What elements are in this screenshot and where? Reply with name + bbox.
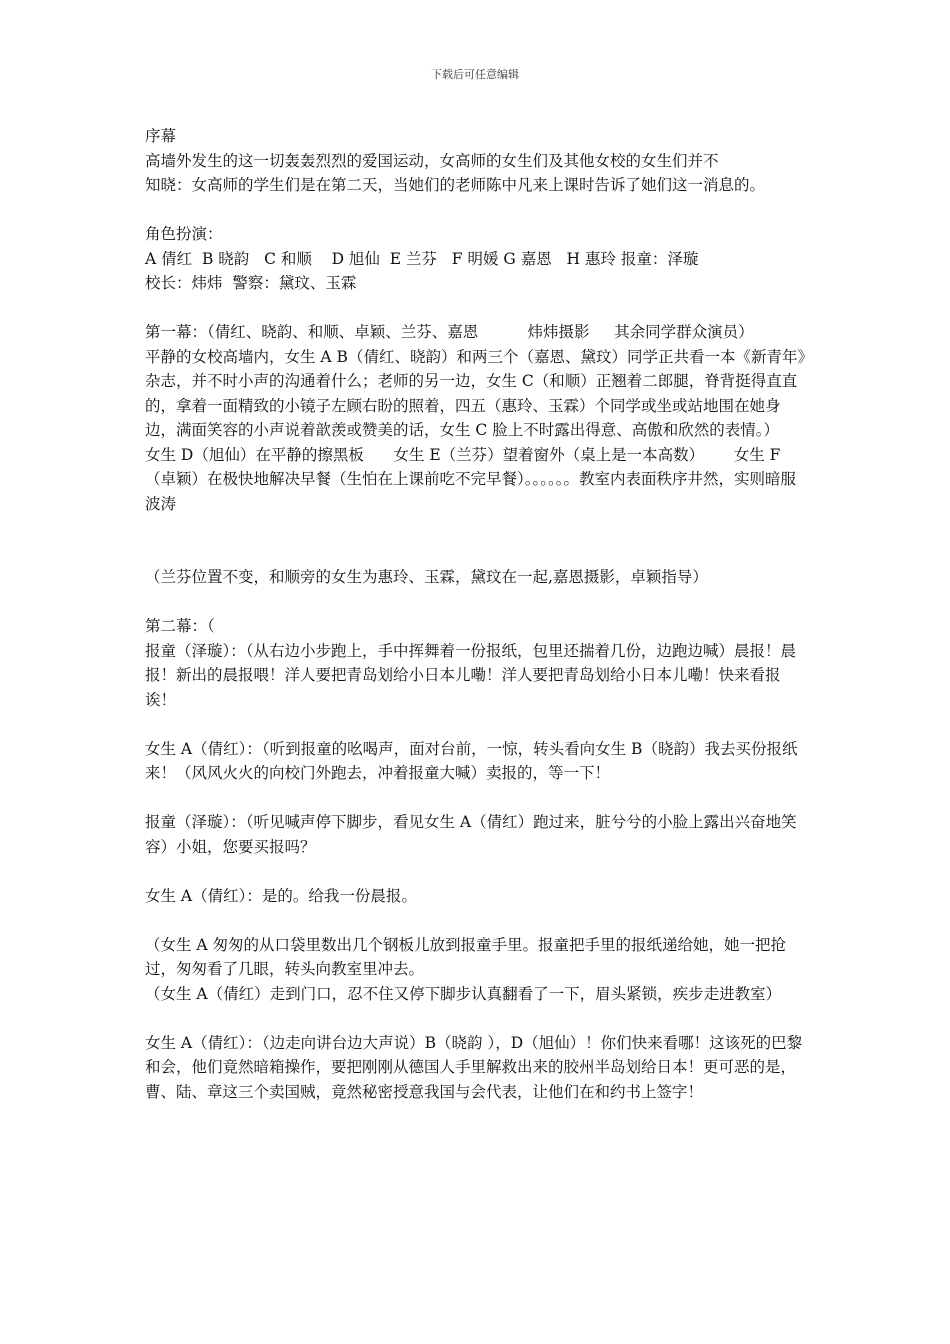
preface-paragraph-line-2: 知晓：女高师的学生们是在第二天，当她们的老师陈中凡来上课时告诉了她们这一消息的。 [145,176,766,194]
cast-staff-line: 校长：炜炜 警察：黛玟、玉霖 [145,274,357,292]
document-body [145,124,829,1104]
page-header-note: 下载后可任意编辑 [431,68,519,81]
act2-paragraph: 报童（泽璇）：（听见喊声停下脚步，看见女生 A（倩红）跑过来，脏兮兮的小脸上露出兴奋地笑容）小姐，您要买报吗？ [145,813,797,856]
cast-roles-line: A 倩红 B 晓韵 C 和顺 D 旭仙 E 兰芬 F 明媛 G 嘉恩 H 惠玲 报童：泽璇 [145,249,699,268]
act2-paragraph: （女生 A（倩红）走到门口，忍不住又停下脚步认真翻看了一下，眉头紧锁，疾步走进教室） [145,984,782,1003]
act2-paragraph: 女生 A（倩红）：（边走向讲台边大声说）B（晓韵 ），D（旭仙）！你们快来看哪！这该死的巴黎和会，他们竟然暗箱操作，要把刚刚从德国人手里解救出来的胶州半岛划给日本！更可恶的是，曹、陆、章这三个卖国贼，竟然秘密授意我国与会代表，让他们在和约书上签字！ [145,1033,803,1101]
spacer [145,590,811,615]
spacer [145,296,811,321]
spacer [145,859,811,884]
act2-paragraph: （女生 A 匆匆的从口袋里数出几个钢板儿放到报童手里。报童把手里的报纸递给她，她一把抢过，匆匆看了几眼，转头向教室里冲去。 [145,935,787,978]
cast-title: 角色扮演： [145,225,223,243]
act1-body: 平静的女校高墙内，女生 A B（倩红、晓韵）和两三个（嘉恩、黛玟）同学正共看一本《新青年》杂志，并不时小声的沟通着什么；老师的另一边，女生 C（和顺）正翘着二郎腿，脊背挺得直直的，拿着一面精致的小镜子左顾右盼的照着，四五（惠玲、玉霖）个同学或坐或站地围在她身边，满面笑容的小声说着歆羡或赞美的话，女生 C 脸上不时露出得意、高傲和欣然的表情。） 女生 D（旭仙）在平静的擦黑板 女生 E（兰芬）望着窗外（桌上是一本高数） 女生 F（卓颖）在极快地解决早餐（生怕在上课前吃不完早餐）。。。。。。教室内表面秩序井然，实则暗服波涛 [145,347,829,513]
act2-paragraph: 女生 A（倩红）：是的。给我一份晨报。 [145,886,417,905]
spacer [145,908,811,933]
preface-title: 序幕 [145,127,177,145]
act2-paragraph: 报童（泽璇）：（从右边小步跑上，手中挥舞着一份报纸，包里还揣着几份，边跑边喊）晨报！晨报！新出的晨报喂！洋人要把青岛划给小日本儿嘞！洋人要把青岛划给小日本儿嘞！快来看报诶！ [145,641,797,709]
act2-paragraph: 女生 A（倩红）：（听到报童的吆喝声，面对台前，一惊，转头看向女生 B（晓韵）我去买份报纸来！（风风火火的向校门外跑去，冲着报童大喊）卖报的，等一下！ [145,739,798,782]
preface-paragraph-line-1: 高墙外发生的这一切轰轰烈烈的爱国运动，女高师的女生们及其他女校的女生们并不 [145,151,719,170]
spacer [145,1006,811,1031]
act1-heading: 第一幕：（倩红、晓韵、和顺、卓颖、兰芬、嘉恩 炜炜摄影 其余同学群众演员） [145,323,754,341]
spacer [145,198,811,223]
stage-note: （兰芬位置不变，和顺旁的女生为惠玲、玉霖，黛玟在一起,嘉恩摄影，卓颖指导） [145,568,708,586]
spacer [145,712,811,737]
spacer [145,786,811,811]
spacer [145,516,811,565]
act2-heading: 第二幕：（ [145,617,215,635]
